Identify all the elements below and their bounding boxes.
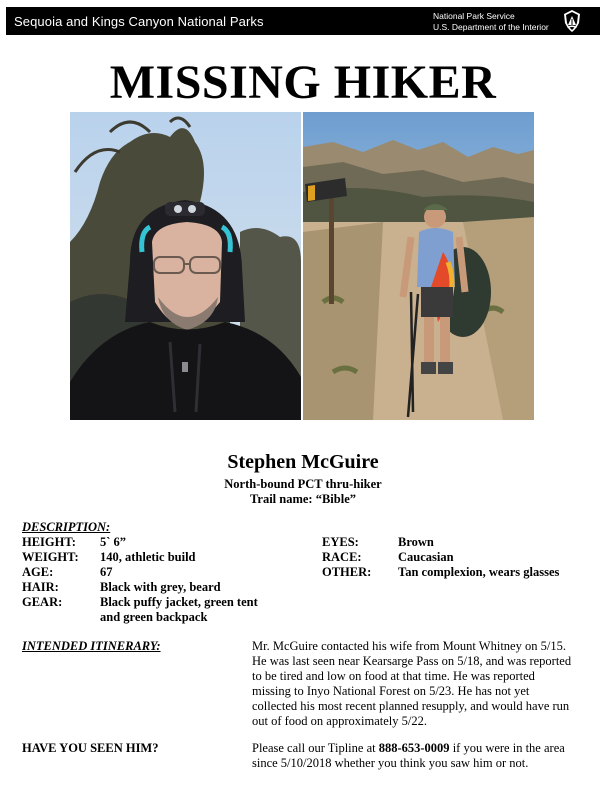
itinerary-line: missing to Inyo National Forest on 5/23. He has not yet: [252, 684, 530, 698]
contact-heading: HAVE YOU SEEN HIM?: [22, 741, 159, 755]
header-banner: [6, 7, 600, 35]
contact-line-1: [252, 741, 590, 756]
eyes-value: Brown: [398, 535, 434, 549]
eyes-label: EYES:: [322, 535, 359, 549]
contact-line-1-end: if you were in the area: [449, 741, 565, 755]
itinerary-line: collected his most recent planned resupply, and would have run: [252, 699, 570, 713]
weight-label: WEIGHT:: [22, 550, 79, 564]
race-value: Caucasian: [398, 550, 454, 564]
itinerary-line: He was last seen near Kearsarge Pass on 5/18, and was reported: [252, 654, 572, 668]
trail-photo: [303, 112, 534, 420]
age-label: AGE:: [22, 565, 54, 579]
gear-label: GEAR:: [22, 595, 63, 609]
itinerary-text: [252, 639, 590, 729]
itinerary-line: Mr. McGuire contacted his wife from Mount Whitney on 5/15.: [252, 639, 566, 653]
other-value: Tan complexion, wears glasses: [398, 565, 560, 579]
race-label: RACE:: [322, 550, 362, 564]
hiker-name: Stephen McGuire: [227, 451, 379, 473]
contact-line-2: since 5/10/2018 whether you think you saw him or not.: [252, 756, 529, 770]
hair-label: HAIR:: [22, 580, 59, 594]
height-label: HEIGHT:: [22, 535, 76, 549]
agency-name: [433, 11, 549, 33]
itinerary-line: to be tired and low on food at that time. He was reported: [252, 669, 535, 683]
agency-line-1: National Park Service: [433, 11, 515, 21]
gear-value-line-2: and green backpack: [100, 610, 208, 624]
selfie-photo: [70, 112, 301, 420]
agency-line-2: U.S. Department of the Interior: [433, 22, 549, 32]
itinerary-heading: INTENDED ITINERARY:: [22, 639, 161, 653]
gear-value-line-1: Black puffy jacket, green tent: [100, 595, 258, 609]
other-label: OTHER:: [322, 565, 372, 579]
description-heading: DESCRIPTION:: [22, 520, 111, 534]
contact-line-1-start: Please call our Tipline at: [252, 741, 379, 755]
height-value: 5` 6”: [100, 535, 127, 549]
age-value: 67: [100, 565, 113, 579]
nps-arrowhead-icon: [563, 10, 581, 32]
hair-value: Black with grey, beard: [100, 580, 221, 594]
contact-text: [252, 741, 590, 771]
park-name: Sequoia and Kings Canyon National Parks: [14, 14, 264, 29]
hiker-subtitle: North-bound PCT thru-hiker: [224, 477, 382, 491]
page-title: MISSING HIKER: [109, 56, 497, 109]
itinerary-line: out of food on approximately 5/22.: [252, 714, 427, 728]
tipline-phone[interactable]: 888-653-0009: [378, 741, 450, 755]
hiker-trail-name: Trail name: “Bible”: [249, 492, 356, 506]
weight-value: 140, athletic build: [100, 550, 196, 564]
